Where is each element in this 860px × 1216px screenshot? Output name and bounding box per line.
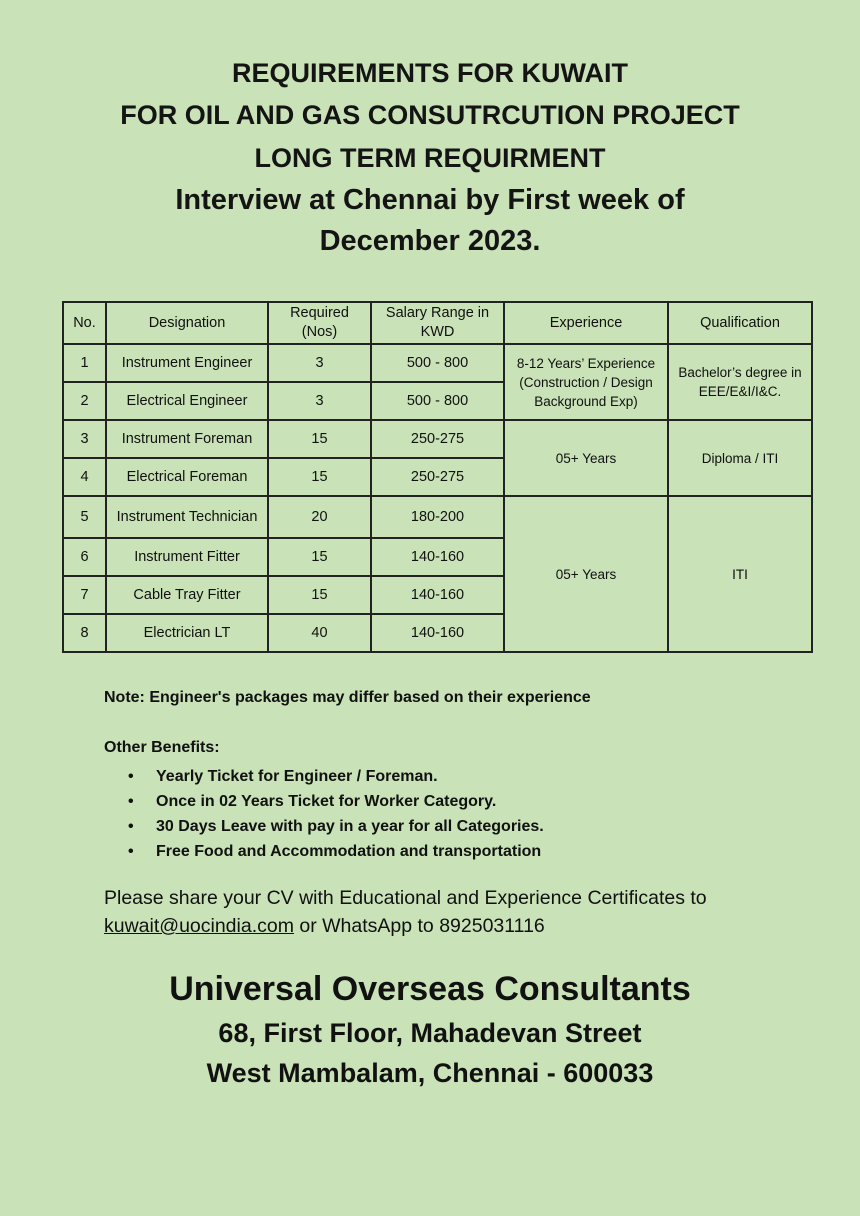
row-designation: Instrument Engineer xyxy=(106,344,268,382)
row-salary: 250-275 xyxy=(371,458,504,496)
address-line-1: 68, First Floor, Mahadevan Street xyxy=(218,1018,642,1048)
row-required: 15 xyxy=(268,538,371,576)
row-required: 15 xyxy=(268,458,371,496)
row-designation: Electrical Engineer xyxy=(106,382,268,420)
benefit-text: Once in 02 Years Ticket for Worker Category. xyxy=(156,793,497,810)
benefit-text: Yearly Ticket for Engineer / Foreman. xyxy=(156,768,438,785)
table-row xyxy=(63,420,812,458)
header-no: No. xyxy=(63,302,106,344)
company-name: Universal Overseas Consultants xyxy=(169,970,691,1008)
list-item xyxy=(104,789,544,814)
table-header-row xyxy=(63,302,812,344)
row-required: 3 xyxy=(268,344,371,382)
row-required: 40 xyxy=(268,614,371,652)
email-link[interactable]: kuwait@uocindia.com xyxy=(104,915,294,937)
benefits-list xyxy=(104,764,544,864)
row-no: 4 xyxy=(63,458,106,496)
title-line-3: LONG TERM REQUIRMENT xyxy=(254,143,606,173)
row-designation: Electrical Foreman xyxy=(106,458,268,496)
engineer-package-note: Note: Engineer's packages may differ based on their experience xyxy=(104,689,591,706)
row-designation: Electrician LT xyxy=(106,614,268,652)
interview-line-2: December 2023. xyxy=(319,225,541,257)
row-required: 15 xyxy=(268,420,371,458)
row-no: 8 xyxy=(63,614,106,652)
bullet-icon: • xyxy=(128,768,134,785)
row-required: 3 xyxy=(268,382,371,420)
row-designation: Instrument Fitter xyxy=(106,538,268,576)
row-no: 2 xyxy=(63,382,106,420)
table-row xyxy=(63,344,812,382)
header-required: Required (Nos) xyxy=(268,302,371,344)
contact-text: Please share your CV with Educational and Experience Certificates to xyxy=(104,887,707,909)
row-salary: 250-275 xyxy=(371,420,504,458)
bullet-icon: • xyxy=(128,818,134,835)
experience-cell: 05+ Years xyxy=(504,420,668,496)
row-no: 7 xyxy=(63,576,106,614)
contact-paragraph xyxy=(104,884,824,940)
address-line-2: West Mambalam, Chennai - 600033 xyxy=(206,1058,654,1088)
list-item xyxy=(104,764,544,789)
row-no: 3 xyxy=(63,420,106,458)
whatsapp-text: or WhatsApp to 8925031116 xyxy=(293,915,545,937)
list-item xyxy=(104,839,544,864)
interview-line-1: Interview at Chennai by First week of xyxy=(175,184,685,216)
row-required: 15 xyxy=(268,576,371,614)
row-designation: Instrument Foreman xyxy=(106,420,268,458)
header-qualification: Qualification xyxy=(668,302,812,344)
bullet-icon: • xyxy=(128,793,134,810)
row-no: 6 xyxy=(63,538,106,576)
list-item xyxy=(104,814,544,839)
row-required: 20 xyxy=(268,496,371,538)
row-designation: Instrument Technician xyxy=(106,496,268,538)
row-salary: 140-160 xyxy=(371,614,504,652)
requirements-table xyxy=(62,301,813,653)
header-salary: Salary Range in KWD xyxy=(371,302,504,344)
bullet-icon: • xyxy=(128,843,134,860)
qualification-cell: Diploma / ITI xyxy=(668,420,812,496)
qualification-cell: Bachelor’s degree in EEE/E&I/I&C. xyxy=(668,344,812,420)
row-salary: 500 - 800 xyxy=(371,382,504,420)
benefits-title: Other Benefits: xyxy=(104,739,220,756)
row-salary: 180-200 xyxy=(371,496,504,538)
row-no: 5 xyxy=(63,496,106,538)
table-row xyxy=(63,496,812,538)
experience-cell: 05+ Years xyxy=(504,496,668,652)
benefit-text: 30 Days Leave with pay in a year for all Categories. xyxy=(156,818,544,835)
title-line-2: FOR OIL AND GAS CONSUTRCUTION PROJECT xyxy=(120,100,740,130)
row-salary: 140-160 xyxy=(371,576,504,614)
header-experience: Experience xyxy=(504,302,668,344)
title-line-1: REQUIREMENTS FOR KUWAIT xyxy=(232,58,628,88)
experience-cell: 8-12 Years’ Experience (Construction / Design Background Exp) xyxy=(504,344,668,420)
header-designation: Designation xyxy=(106,302,268,344)
row-salary: 140-160 xyxy=(371,538,504,576)
benefit-text: Free Food and Accommodation and transportation xyxy=(156,843,542,860)
row-no: 1 xyxy=(63,344,106,382)
row-designation: Cable Tray Fitter xyxy=(106,576,268,614)
qualification-cell: ITI xyxy=(668,496,812,652)
row-salary: 500 - 800 xyxy=(371,344,504,382)
